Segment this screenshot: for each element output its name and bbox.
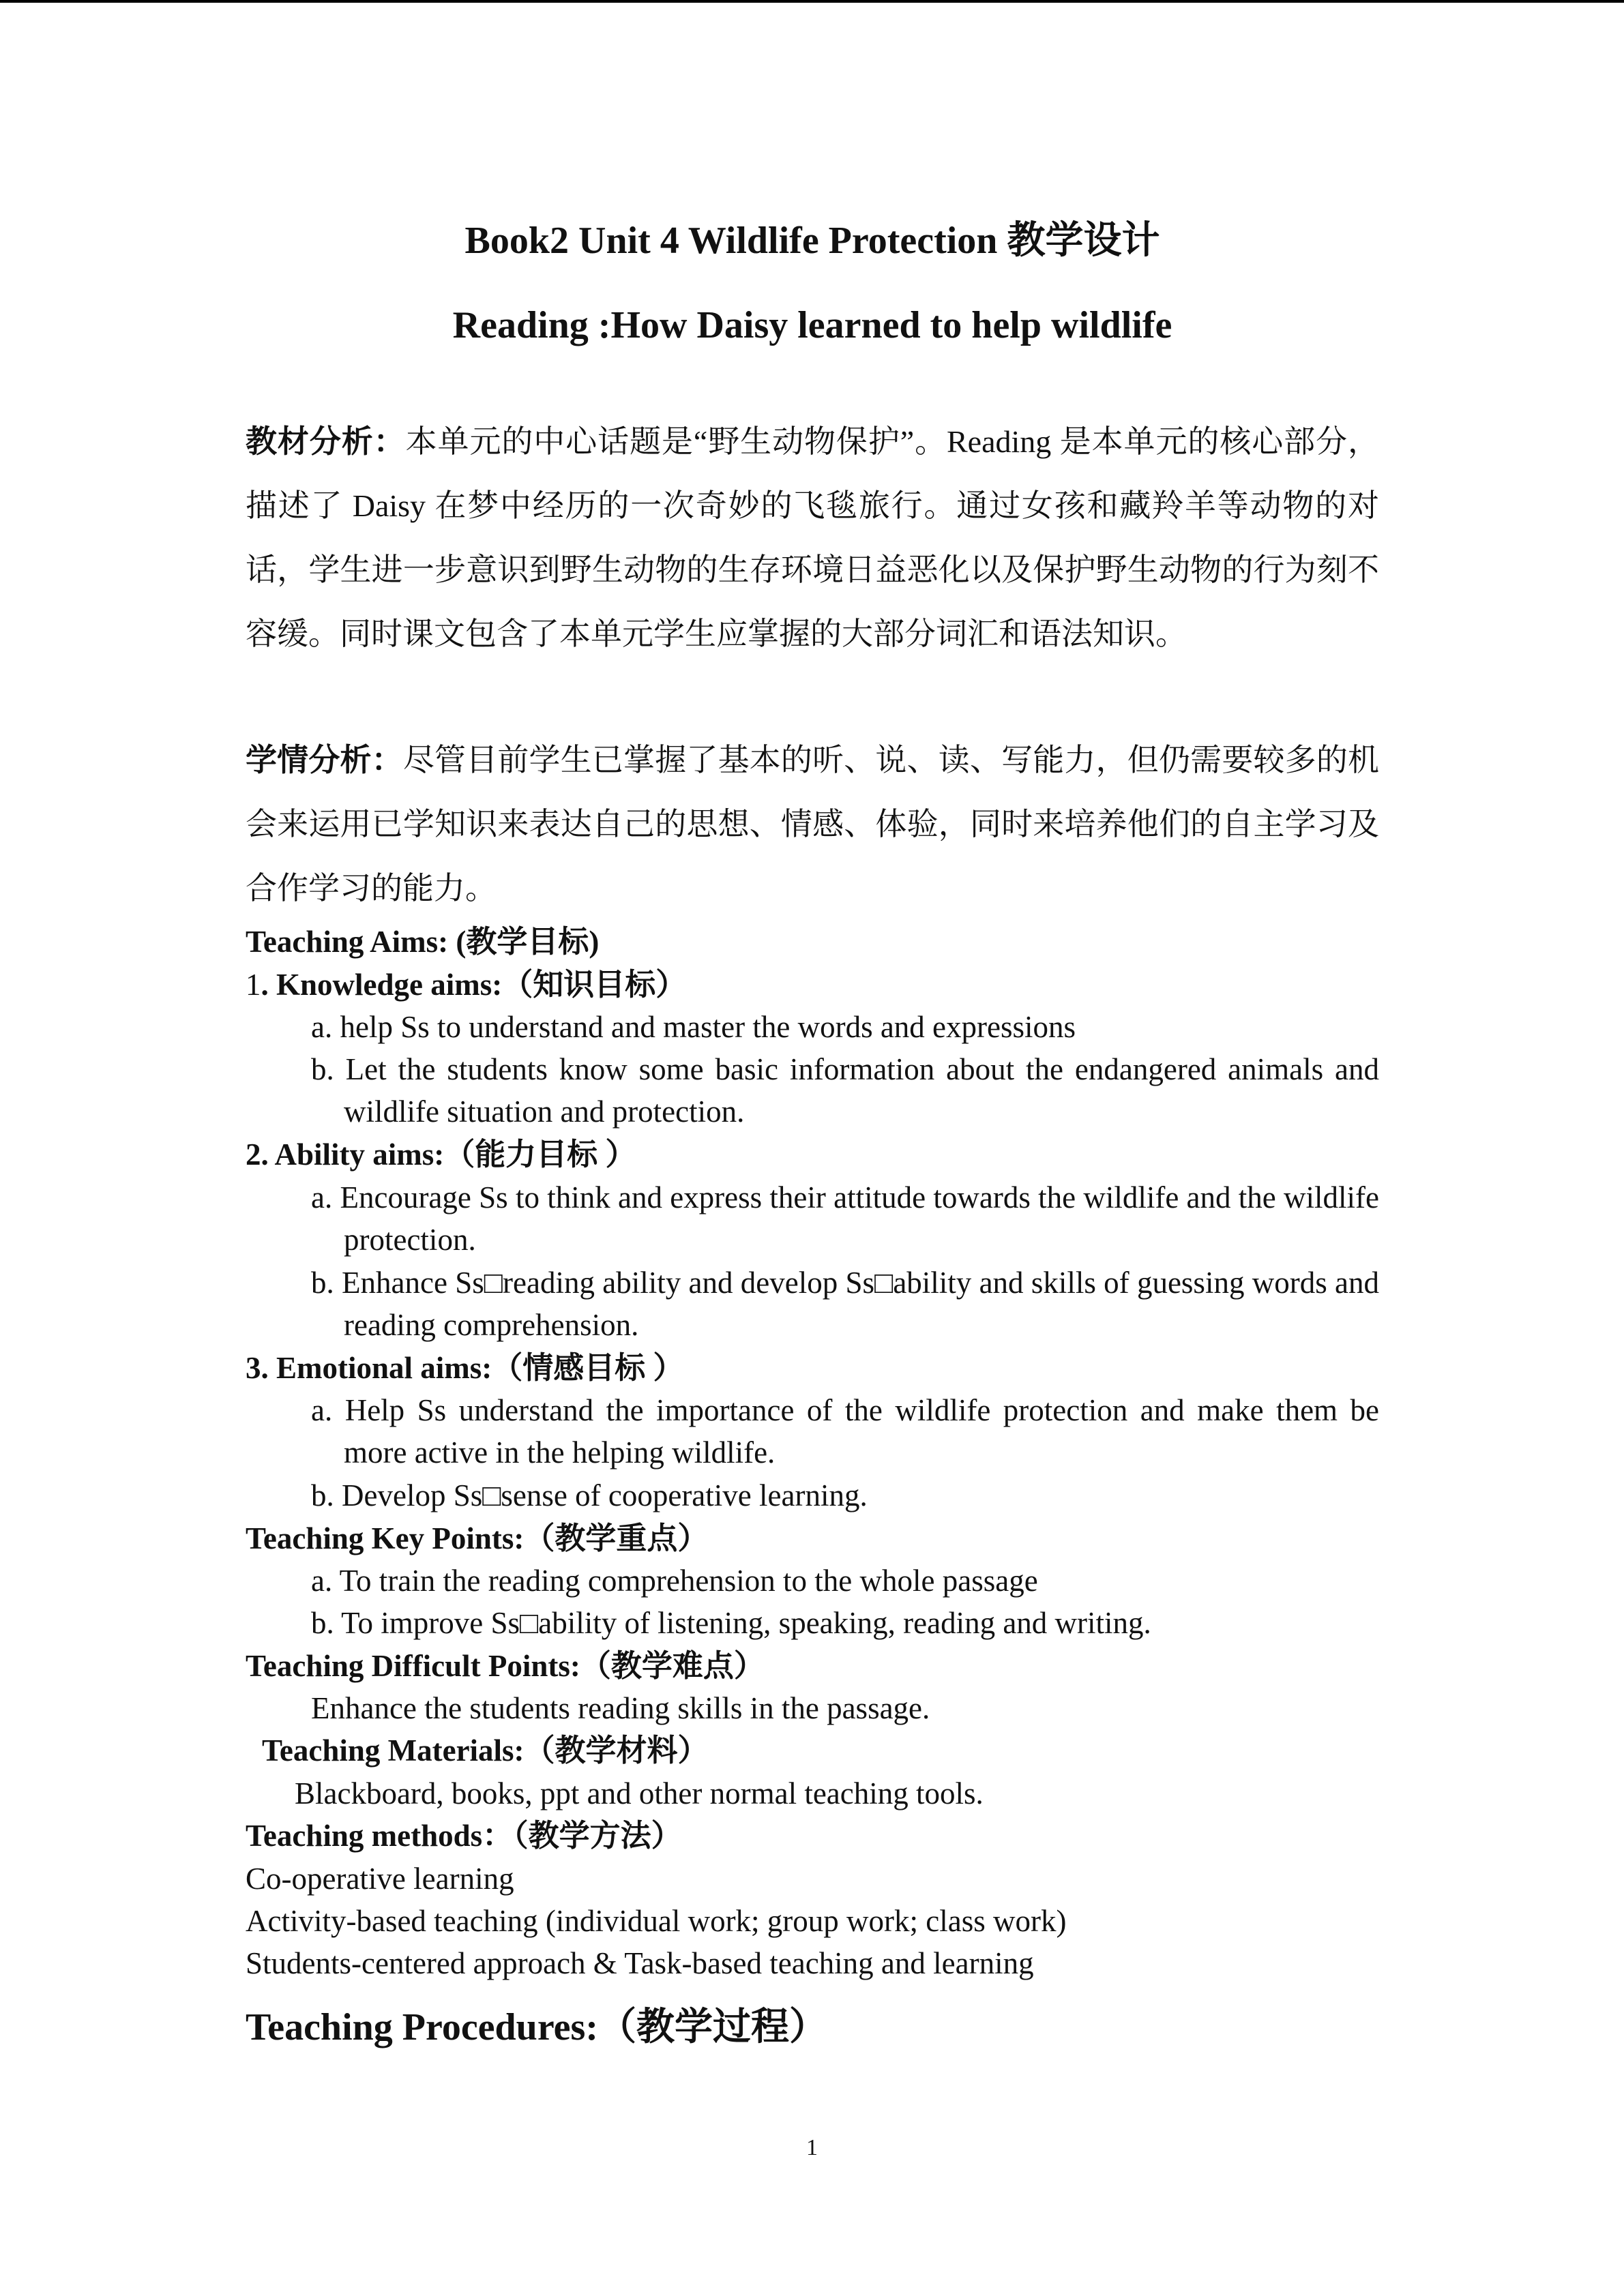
document-title: Book2 Unit 4 Wildlife Protection 教学设计	[464, 220, 1160, 262]
emotional-aim-a	[311, 1389, 1379, 1474]
ability-aims-heading: 2. Ability aims:（能力目标 ）	[246, 1137, 636, 1172]
procedures-heading: Teaching Procedures:（教学过程）	[246, 2006, 827, 2048]
emotional-aim-b: b. Develop Ss□sense of cooperative learning.	[311, 1478, 868, 1512]
key-point-b: b. To improve Ss□ability of listening, speaking, reading and writing.	[311, 1606, 1151, 1640]
ability-aim-a-text: a. Encourage Ss to think and express their attitude towards the wildlife and the wildlife protection.	[311, 1180, 1379, 1257]
emotional-aim-a-text: a. Help Ss understand the importance of the wildlife protection and make them be more active in the helping wildlife.	[311, 1393, 1379, 1470]
material-analysis-label: 教材分析：	[246, 424, 406, 459]
material-analysis-paragraph	[246, 410, 1379, 666]
teaching-aims-heading: Teaching Aims: (教学目标)	[246, 925, 600, 959]
method-item: Co-operative learning	[246, 1862, 514, 1896]
ability-aim-a	[311, 1176, 1379, 1261]
ability-aim-b-text: b. Enhance Ss□reading ability and develop Ss□ability and skills of guessing words and reading comprehension.	[311, 1266, 1379, 1342]
difficult-points-text: Enhance the students reading skills in the passage.	[311, 1691, 930, 1725]
knowledge-aim-b-text: b. Let the students know some basic information about the endangered animals and wildlife situation and protection.	[311, 1052, 1379, 1129]
top-border-line	[0, 0, 1624, 3]
key-points-heading: Teaching Key Points:（教学重点）	[246, 1521, 709, 1555]
materials-text: Blackboard, books, ppt and other normal teaching tools.	[295, 1776, 984, 1810]
method-item: Activity-based teaching (individual work; group work; class work)	[246, 1904, 1067, 1938]
knowledge-aim-a: a. help Ss to understand and master the words and expressions	[311, 1010, 1076, 1044]
method-item: Students-centered approach & Task-based teaching and learning	[246, 1946, 1034, 1980]
knowledge-aims-heading	[246, 964, 686, 1006]
emotional-aims-heading: 3. Emotional aims:（情感目标 ）	[246, 1351, 684, 1385]
knowledge-aim-b	[311, 1048, 1379, 1133]
student-analysis-label: 学情分析：	[246, 743, 403, 777]
difficult-points-heading: Teaching Difficult Points:（教学难点）	[246, 1649, 765, 1683]
knowledge-aims-number: 1	[246, 968, 261, 1002]
methods-heading: Teaching methods：（教学方法）	[246, 1819, 682, 1853]
knowledge-aims-label: . Knowledge aims:（知识目标）	[261, 968, 687, 1002]
page-number: 1	[806, 2135, 818, 2160]
document-subtitle: Reading :How Daisy learned to help wildlife	[452, 304, 1172, 346]
ability-aim-b	[311, 1262, 1379, 1346]
student-analysis-text: 尽管目前学生已掌握了基本的听、说、读、写能力，但仍需要较多的机会来运用已学知识来表达自己的思想、情感、体验，同时来培养他们的自主学习及合作学习的能力。	[246, 743, 1380, 906]
key-point-a: a. To train the reading comprehension to the whole passage	[311, 1564, 1038, 1598]
materials-heading: Teaching Materials:（教学材料）	[262, 1733, 709, 1768]
student-analysis-paragraph	[246, 728, 1379, 921]
material-analysis-text: 本单元的中心话题是“野生动物保护”。Reading 是本单元的核心部分，描述了 Daisy 在梦中经历的一次奇妙的飞毯旅行。通过女孩和藏羚羊等动物的对话，学生进一步意识到野生动物的生存环境日益恶化以及保护野生动物的行为刻不容缓。同时课文包含了本单元学生应掌握的大部分词汇和语法知识。	[246, 424, 1379, 651]
